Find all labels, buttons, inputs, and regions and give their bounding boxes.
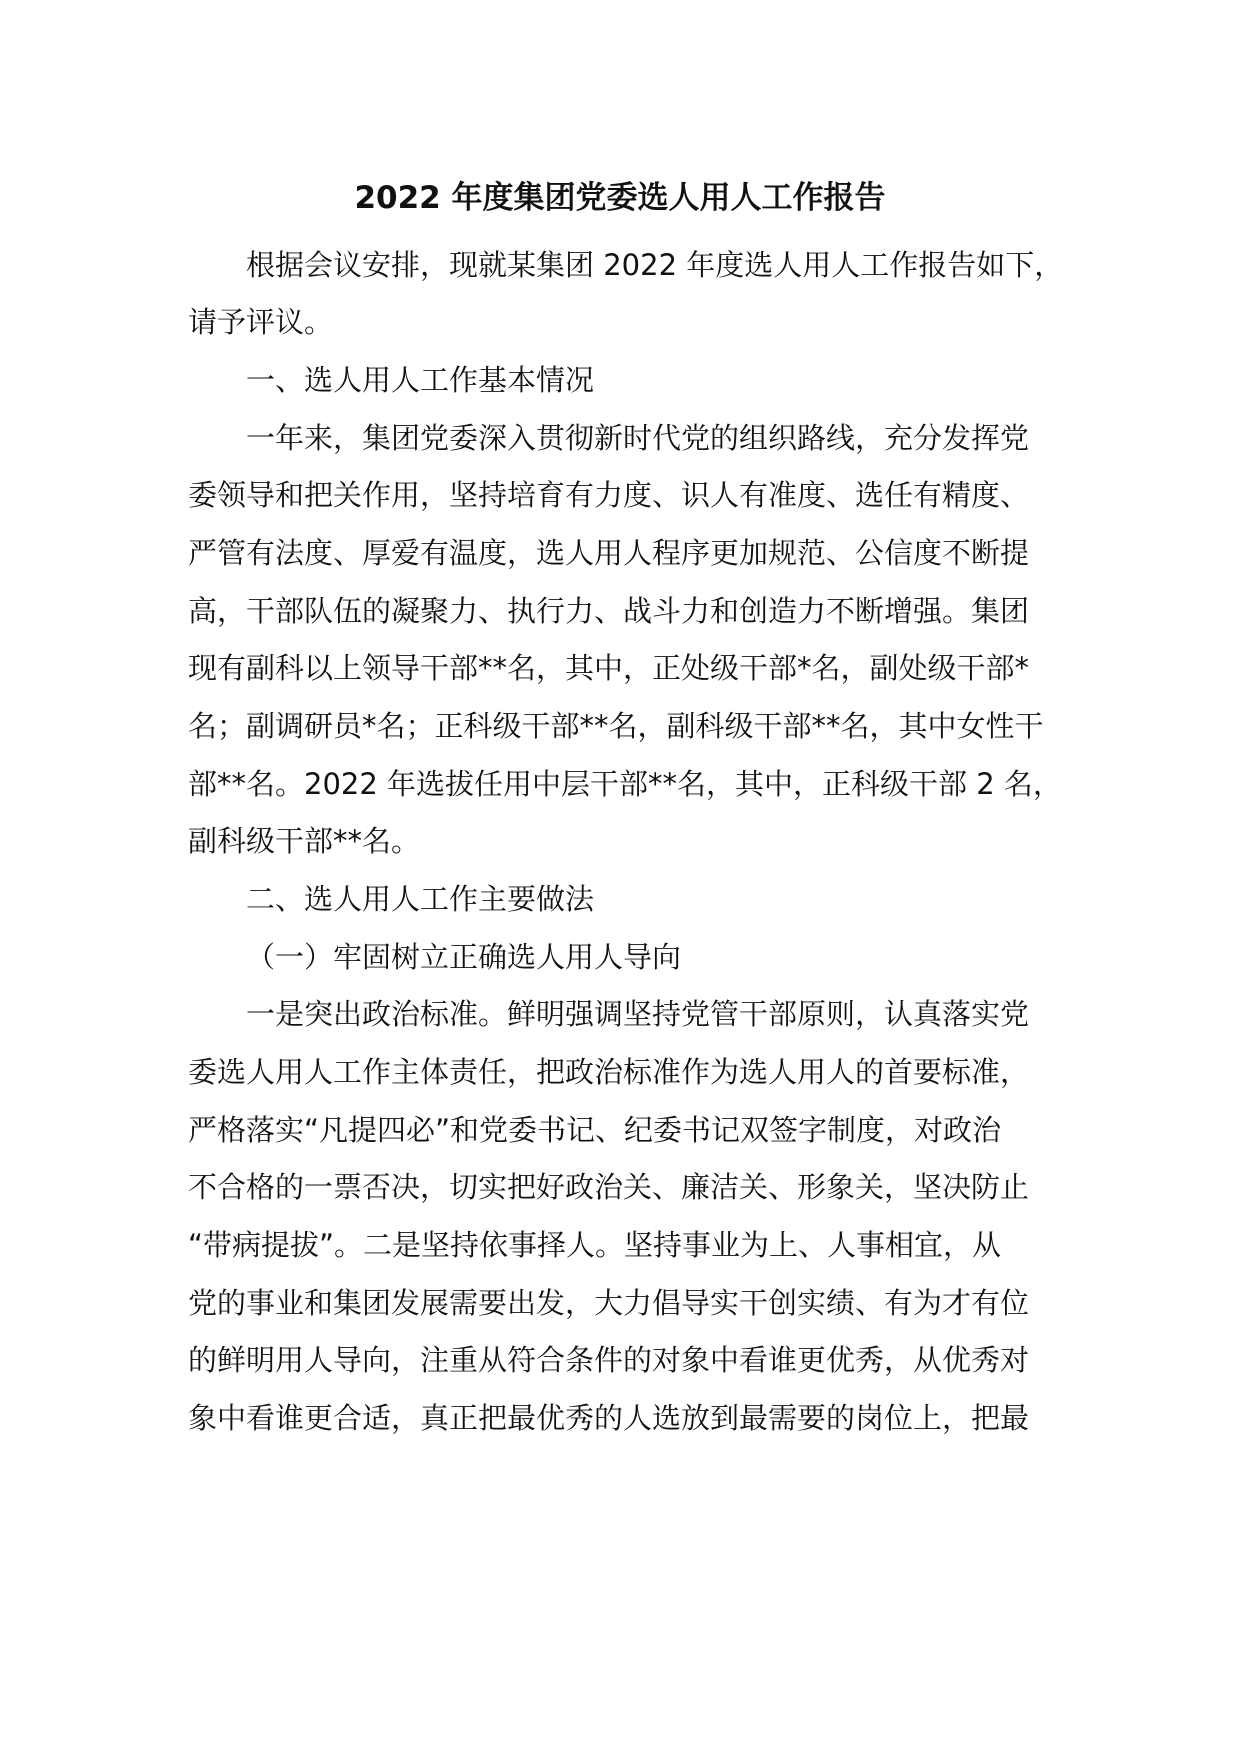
paragraph-intro-line-2: 请予评议。 xyxy=(188,305,334,339)
subsection-heading-1: （一）牢固树立正确选人用人导向 xyxy=(246,940,682,974)
paragraph-line: 不合格的一票否决，切实把好政治关、廉洁关、形象关，坚决防止 xyxy=(188,1170,1030,1204)
paragraph-line: 一年来，集团党委深入贯彻新时代党的组织路线，充分发挥党 xyxy=(246,421,1030,455)
paragraph-line: 严格落实“凡提四必”和党委书记、纪委书记双签字制度，对政治 xyxy=(188,1113,1002,1147)
paragraph-line: 现有副科以上领导干部**名，其中，正处级干部*名，副处级干部* xyxy=(188,651,1030,685)
paragraph-line: “带病提拔”。二是坚持依事择人。坚持事业为上、人事相宜，从 xyxy=(188,1228,1002,1262)
paragraph-line: 象中看谁更合适，真正把最优秀的人选放到最需要的岗位上，把最 xyxy=(188,1401,1030,1435)
paragraph-line: 党的事业和集团发展需要出发，大力倡导实干创实绩、有为才有位 xyxy=(188,1286,1030,1320)
paragraph-line: 高，干部队伍的凝聚力、执行力、战斗力和创造力不断增强。集团 xyxy=(188,594,1030,628)
paragraph-line: 部**名。2022 年选拔任用中层干部**名，其中，正科级干部 2 名， xyxy=(188,767,1062,801)
paragraph-line: 名；副调研员*名；正科级干部**名，副科级干部**名，其中女性干 xyxy=(188,709,1044,743)
paragraph-line: 委领导和把关作用，坚持培育有力度、识人有准度、选任有精度、 xyxy=(188,478,1030,512)
paragraph-line: 一是突出政治标准。鲜明强调坚持党管干部原则，认真落实党 xyxy=(246,997,1030,1031)
paragraph-line: 严管有法度、厚爱有温度，选人用人程序更加规范、公信度不断提 xyxy=(188,536,1030,570)
section-heading-2: 二、选人用人工作主要做法 xyxy=(246,882,595,916)
paragraph-intro-line-1: 根据会议安排，现就某集团 2022 年度选人用人工作报告如下， xyxy=(246,248,1064,282)
paragraph-line: 副科级干部**名。 xyxy=(188,824,421,858)
document-title: 2022 年度集团党委选人用人工作报告 xyxy=(354,180,886,216)
paragraph-line: 的鲜明用人导向，注重从符合条件的对象中看谁更优秀，从优秀对 xyxy=(188,1343,1030,1377)
section-heading-1: 一、选人用人工作基本情况 xyxy=(246,363,595,397)
paragraph-line: 委选人用人工作主体责任，把政治标准作为选人用人的首要标准， xyxy=(188,1055,1030,1089)
